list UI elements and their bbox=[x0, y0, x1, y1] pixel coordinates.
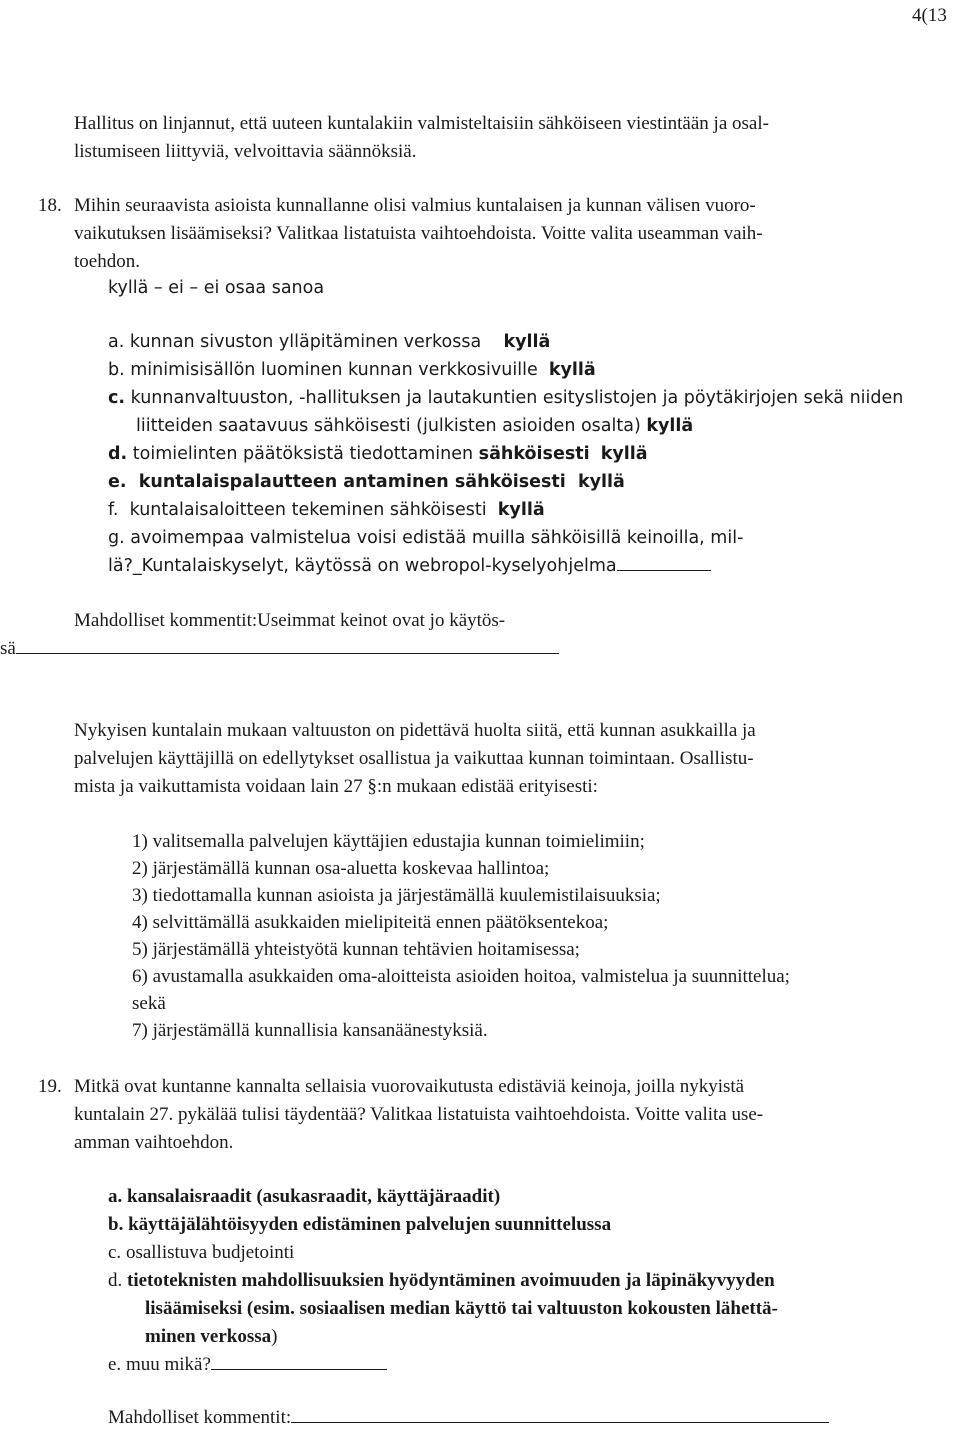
option-answer: kyllä bbox=[548, 360, 596, 380]
option-18c-line-2 bbox=[136, 412, 693, 440]
question-19-number: 19. bbox=[38, 1076, 62, 1097]
law-item: 4) selvittämällä asukkaiden mielipiteitä ennen päätöksentekoa; bbox=[132, 912, 609, 933]
option-letter: e. bbox=[108, 472, 127, 492]
question-18-line-1: Mihin seuraavista asioista kunnallanne olisi valmius kuntalaisen ja kunnan välisen vuoro- bbox=[74, 195, 756, 216]
law-item: 5) järjestämällä yhteistyötä kunnan tehtävien hoitamisessa; bbox=[132, 939, 580, 960]
law-item: 3) tiedottamalla kunnan asioista ja järjestämällä kuulemistilaisuuksia; bbox=[132, 885, 661, 906]
option-18a bbox=[108, 328, 550, 356]
option-text: lä?_Kuntalaiskyselyt, käytössä on webropol-kyselyohjelma bbox=[108, 556, 617, 576]
option-19e bbox=[108, 1351, 387, 1379]
law-item: 7) järjestämällä kunnallisia kansanäänestyksiä. bbox=[132, 1020, 488, 1041]
question-19-line-2: kuntalain 27. pykälää tulisi täydentää? Valitkaa listatuista vaihtoehdoista. Voitte valita use- bbox=[74, 1104, 764, 1125]
law-line-1: Nykyisen kuntalain mukaan valtuuston on pidettävä huolta siitä, että kunnan asukkailla ja bbox=[74, 720, 756, 741]
option-bold-text: sähköisesti bbox=[478, 444, 590, 464]
option-letter: g. bbox=[108, 528, 125, 548]
option-answer: kyllä bbox=[646, 416, 694, 436]
law-line-3: mista ja vaikuttamista voidaan lain 27 §:n mukaan edistää erityisesti: bbox=[74, 776, 598, 797]
option-answer: kyllä bbox=[577, 472, 625, 492]
option-text: kuntalaispalautteen antaminen sähköisesti bbox=[138, 472, 566, 492]
option-text: liitteiden saatavuus sähköisesti (julkisten asioiden osalta) bbox=[136, 416, 641, 436]
question-18-number: 18. bbox=[38, 195, 62, 216]
option-text: kunnanvaltuuston, -hallituksen ja lautakuntien esityslistojen ja pöytäkirjojen sekä niiden bbox=[130, 388, 904, 408]
option-19d-line-2: lisäämiseksi (esim. sosiaalisen median käyttö tai valtuuston kokousten lähettä- bbox=[145, 1298, 778, 1319]
option-letter: d. bbox=[108, 444, 128, 464]
option-text: toimielinten päätöksistä tiedottaminen bbox=[132, 444, 474, 464]
option-18c bbox=[108, 384, 903, 412]
intro-line-2: listumiseen liittyviä, velvoittavia säännöksiä. bbox=[74, 141, 417, 162]
answer-blank-line[interactable] bbox=[211, 1351, 387, 1370]
option-letter: c. bbox=[108, 1242, 122, 1263]
question-19-line-1: Mitkä ovat kuntanne kannalta sellaisia vuorovaikutusta edistäviä keinoja, joilla nykyistä bbox=[74, 1076, 745, 1097]
comment-label-18: Mahdolliset kommentit:Useimmat keinot ovat jo käytös- bbox=[74, 610, 506, 631]
option-letter: a. bbox=[108, 332, 125, 352]
option-text: avoimempaa valmistelua voisi edistää muilla sähköisillä keinoilla, mil- bbox=[130, 528, 744, 548]
answer-blank-line[interactable] bbox=[617, 552, 711, 571]
option-text: tietoteknisten mahdollisuuksien hyödyntäminen avoimuuden ja läpinäkyvyyden bbox=[127, 1270, 775, 1291]
option-text: käyttäjälähtöisyyden edistäminen palvelujen suunnittelussa bbox=[128, 1214, 612, 1235]
comment-blank-line[interactable] bbox=[291, 1404, 829, 1423]
option-text: kansalaisraadit (asukasraadit, käyttäjäraadit) bbox=[127, 1186, 501, 1207]
option-letter: b. bbox=[108, 360, 125, 380]
answer-scale: kyllä – ei – ei osaa sanoa bbox=[108, 278, 325, 298]
option-letter: e. bbox=[108, 1354, 122, 1375]
intro-line-1: Hallitus on linjannut, että uuteen kuntalakiin valmisteltaisiin sähköiseen viestintään ja osal- bbox=[74, 113, 769, 134]
question-18-line-2: vaikutuksen lisäämiseksi? Valitkaa listatuista vaihtoehdoista. Voitte valita useamman vaih- bbox=[74, 223, 763, 244]
option-19c bbox=[108, 1239, 294, 1267]
option-answer: kyllä bbox=[497, 500, 545, 520]
question-18-line-3: toehdon. bbox=[74, 251, 140, 272]
option-18b bbox=[108, 356, 596, 384]
comment-continuation-18: sä bbox=[0, 635, 559, 663]
option-19a bbox=[108, 1183, 500, 1211]
option-answer: kyllä bbox=[503, 332, 551, 352]
option-letter: f. bbox=[108, 500, 119, 520]
option-letter: d. bbox=[108, 1270, 123, 1291]
option-18e bbox=[108, 468, 625, 496]
option-answer: kyllä bbox=[600, 444, 648, 464]
law-item: sekä bbox=[132, 993, 166, 1014]
option-letter: c. bbox=[108, 388, 126, 408]
option-19d-line-3: minen verkossa) bbox=[145, 1326, 278, 1347]
option-19b bbox=[108, 1211, 611, 1239]
option-text: kuntalaisaloitteen tekeminen sähköisesti bbox=[129, 500, 487, 520]
option-text: osallistuva budjetointi bbox=[125, 1242, 295, 1263]
option-text: kunnan sivuston ylläpitäminen verkossa bbox=[129, 332, 482, 352]
law-item: 6) avustamalla asukkaiden oma-aloitteista asioiden hoitoa, valmistelua ja suunnittelua; bbox=[132, 966, 790, 987]
law-item: 1) valitsemalla palvelujen käyttäjien edustajia kunnan toimielimiin; bbox=[132, 831, 645, 852]
option-letter: b. bbox=[108, 1214, 124, 1235]
option-18f bbox=[108, 496, 545, 524]
option-18g bbox=[108, 524, 743, 552]
comment-blank-line[interactable] bbox=[16, 635, 559, 654]
option-19d bbox=[108, 1267, 775, 1295]
option-18g-line-2 bbox=[108, 552, 711, 580]
option-text: muu mikä? bbox=[125, 1354, 211, 1375]
law-item: 2) järjestämällä kunnan osa-aluetta koskevaa hallintoa; bbox=[132, 858, 550, 879]
law-line-2: palvelujen käyttäjillä on edellytykset osallistua ja vaikuttaa kunnan toimintaan. Osallistu- bbox=[74, 748, 754, 769]
question-19-line-3: amman vaihtoehdon. bbox=[74, 1132, 234, 1153]
option-letter: a. bbox=[108, 1186, 123, 1207]
option-18d bbox=[108, 440, 648, 468]
comment-label-19: Mahdolliset kommentit: bbox=[108, 1404, 829, 1432]
page-number: 4(13 bbox=[912, 5, 947, 26]
option-text: minimisisällön luominen kunnan verkkosivuille bbox=[130, 360, 538, 380]
